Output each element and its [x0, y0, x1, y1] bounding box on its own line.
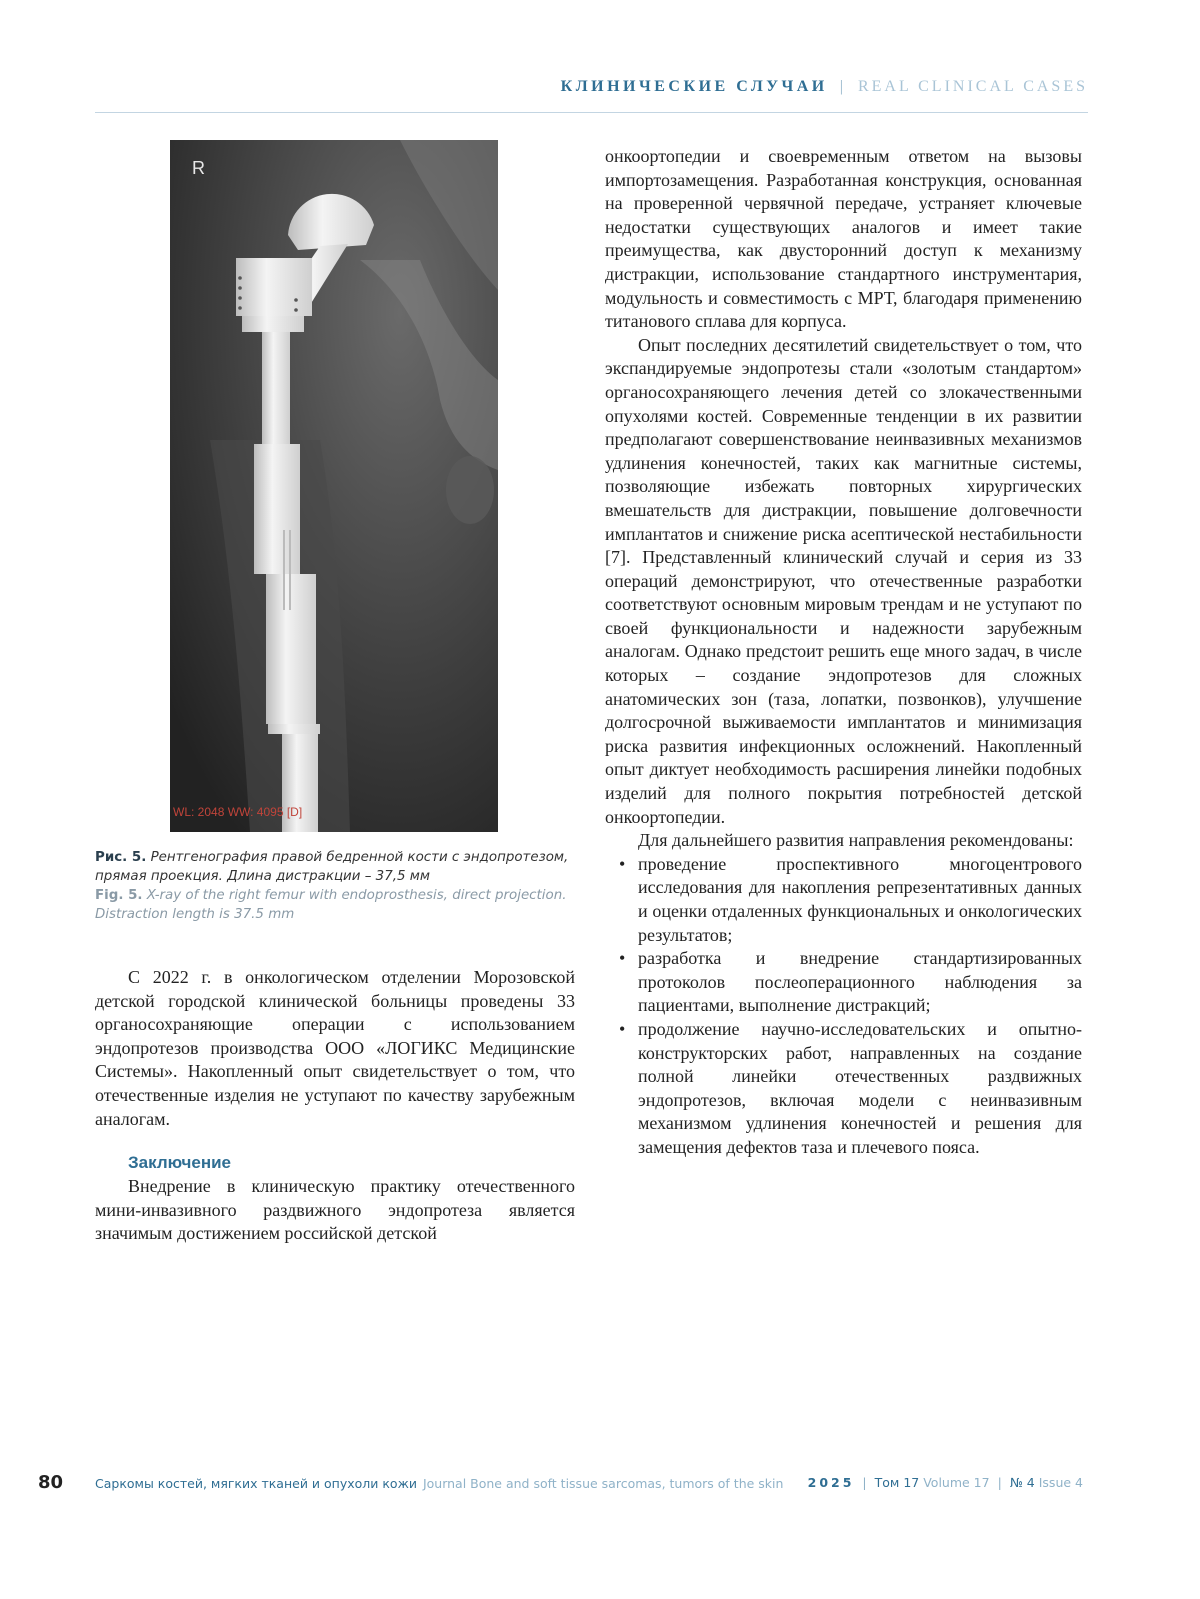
journal-title: [95, 1476, 783, 1491]
list-item-text: разработка и внедрение стандартизированных протоколов послеоперационного наблюдения за пациентами, выполнение дистракций;: [638, 948, 1082, 1016]
list-item: [605, 853, 1082, 947]
right-paragraph-2: Опыт последних десятилетий свидетельствует о том, что экспандируемые эндопротезы стали «золотым стандартом» органосохраняющего лечения детей со злокачественными опухолями костей. Современные тенденции в их развитии предполагают совершенствование неинвазивных механизмов удлинения конечностей, таких как магнитные системы, позволяющие избежать повторных хирургических вмешательств для дистракции, повышение долговечности имплантатов и снижение риска асептической нестабильности [7]. Представленный клинический случай и серия из 33 операций демонстрируют, что отечественные разработки соответствуют основным мировым трендам и не уступают по своей функциональности и надежности зарубежным аналогам. Однако предстоит решить еще много задач, в числе которых – создание эндопротезов для сложных анатомических зон (таза, лопатки, позвонков), улучшение долгосрочной выживаемости имплантатов и минимизация риска развития инфекционных осложнений. Накопленный опыт диктует необходимость расширения линейки подобных изделий для полного покрытия потребностей детской онкоортопедии.: [605, 334, 1082, 827]
xray-side-marker: R: [192, 158, 205, 178]
header-divider: [95, 112, 1088, 113]
page-footer: [0, 1472, 1200, 1502]
left-column: [95, 966, 575, 1246]
xray-image: [170, 140, 498, 832]
page-number: 80: [38, 1472, 64, 1493]
left-paragraph-2: Внедрение в клиническую практику отечественного мини-инвазивного раздвижного эндопротеза является значимым достижением российской детской: [95, 1176, 575, 1244]
right-paragraph-1: онкоортопедии и своевременным ответом на вызовы импортозамещения. Разработанная конструкция, основанная на проверенной червячной передаче, устраняет ключевые недостатки существующих аналогов и имеет такие преимущества, как двусторонний доступ к механизму дистракции, использование стандартного инструментария, модульность и совместимость с МРТ, благодаря применению титанового сплава для корпуса.: [605, 146, 1082, 332]
xray-figure: [170, 140, 498, 832]
caption-ru-label: Рис. 5.: [95, 850, 147, 865]
issue-year: 2025: [807, 1475, 855, 1490]
bullet-glyph: •: [619, 853, 626, 874]
bullet-glyph: •: [619, 948, 626, 969]
caption-ru-text: Рентгенография правой бедренной кости с эндопротезом, прямая проекция. Длина дистракции – 37,5 мм: [95, 850, 569, 884]
list-item-text: проведение проспективного многоцентрового исследования для накопления репрезентативных данных и оценки отдаленных функциональных и онкологических результатов;: [638, 853, 1082, 945]
right-column: [605, 145, 1082, 1160]
section-title-en: REAL CLINICAL CASES: [857, 78, 1088, 95]
caption-en: [95, 886, 575, 924]
xray-window-level-overlay: WL: 2048 WW: 4095 [D]: [173, 805, 303, 819]
recommendations-list: [605, 853, 1082, 1160]
issue-separator: |: [997, 1475, 1002, 1490]
section-header: [561, 78, 1088, 96]
left-paragraph-1: С 2022 г. в онкологическом отделении Морозовской детской городской клинической больницы проведены 33 органосохраняющие операции с использованием эндопротезов производства ООО «ЛОГИКС Медицинские Системы». Накопленный опыт свидетельствует о том, что отечественные изделия не уступают по качеству зарубежным аналогам.: [95, 967, 575, 1129]
tom-label: Том 17: [874, 1475, 920, 1490]
caption-en-label: Fig. 5.: [95, 888, 143, 903]
header-separator: |: [839, 78, 846, 95]
right-paragraph-3: Для дальнейшего развития направления рекомендованы:: [638, 830, 1074, 851]
caption-ru: [95, 848, 575, 886]
volume-label: Volume 17: [923, 1475, 990, 1490]
figure-caption: [95, 848, 575, 924]
issue-separator: |: [862, 1475, 867, 1490]
section-title-ru: КЛИНИЧЕСКИЕ СЛУЧАИ: [560, 78, 828, 95]
issue-label: Issue 4: [1038, 1475, 1083, 1490]
list-item: [605, 1018, 1082, 1160]
journal-title-en: Journal Bone and soft tissue sarcomas, tumors of the skin: [422, 1476, 784, 1491]
conclusion-heading: Заключение: [128, 1153, 231, 1173]
bullet-glyph: •: [619, 1018, 626, 1039]
number-label: № 4: [1009, 1475, 1035, 1490]
issue-info: [808, 1475, 1083, 1490]
journal-title-ru: Саркомы костей, мягких тканей и опухоли кожи: [95, 1476, 417, 1491]
caption-en-text: X-ray of the right femur with endoprosthesis, direct projection. Distraction length is 37.5 mm: [95, 888, 567, 922]
list-item: [605, 947, 1082, 1018]
list-item-text: продолжение научно-исследовательских и опытно-конструкторских работ, направленных на создание полной линейки отечественных раздвижных эндопротезов, включая модели с неинвазивным механизмом удлинения конечностей и решения для замещения дефектов таза и плечевого пояса.: [638, 1018, 1082, 1157]
